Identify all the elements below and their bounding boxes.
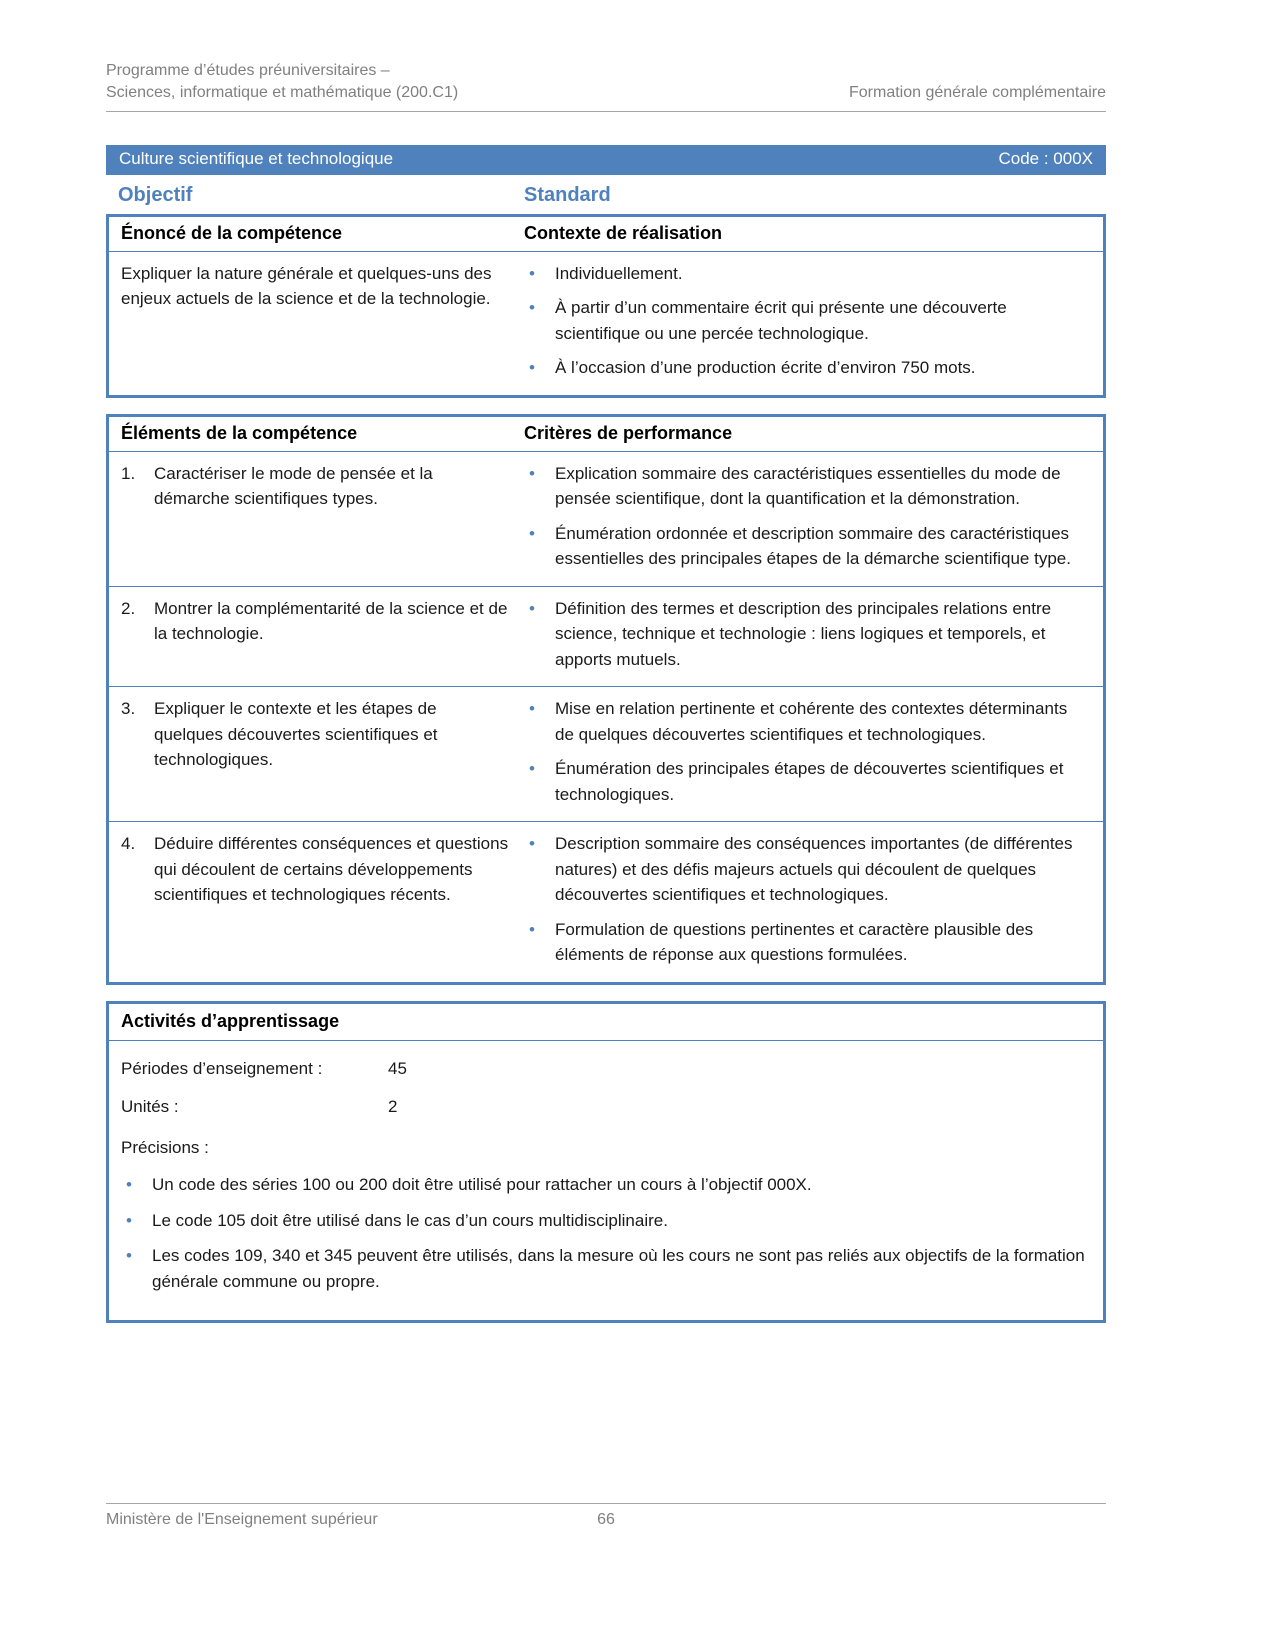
bullet-text: Le code 105 doit être utilisé dans le cas d’un cours multidisciplinaire. — [152, 1210, 668, 1230]
bullet-text: Définition des termes et description des principales relations entre science, technique et technologie : liens logiques et temporels, et apports mutuels. — [555, 598, 1052, 669]
element-cell — [109, 822, 524, 982]
list-item — [121, 1243, 1089, 1294]
activities-header: Activités d’apprentissage — [109, 1004, 1103, 1041]
contexte-bullet-list — [524, 252, 1103, 395]
bullet-icon: • — [529, 834, 535, 854]
item-text: Caractériser le mode de pensée et la démarche scientifiques types. — [154, 463, 433, 509]
bullet-icon: • — [126, 1175, 132, 1195]
page-content — [106, 0, 1106, 1323]
list-item — [524, 756, 1089, 807]
units-row — [121, 1094, 1089, 1120]
units-label: Unités : — [121, 1097, 179, 1117]
table-row — [109, 686, 1103, 821]
bullet-icon: • — [126, 1210, 132, 1230]
contexte-realisation-header: Contexte de réalisation — [524, 222, 723, 243]
bullet-text: Description sommaire des conséquences importantes (de différentes natures) et des défis majeurs actuels qui découlent de quelques découvertes scientifiques et technologiques. — [555, 834, 1073, 905]
footer-ministry: Ministère de l'Enseignement supérieur — [106, 1511, 378, 1528]
numbered-item — [121, 831, 510, 908]
list-item — [524, 831, 1089, 908]
elements-table — [106, 414, 1106, 985]
list-item — [524, 355, 1089, 381]
list-item — [524, 295, 1089, 346]
item-number: 1. — [121, 463, 136, 483]
precisions-label: Précisions : — [121, 1137, 209, 1157]
course-title: Culture scientifique et technologique — [119, 149, 394, 169]
bullet-text: Individuellement. — [555, 263, 683, 283]
bullet-icon: • — [529, 263, 535, 283]
header-section-label: Formation générale complémentaire — [848, 84, 1106, 102]
elements-competence-header: Éléments de la compétence — [121, 422, 358, 443]
table-row — [109, 821, 1103, 982]
bullet-icon: • — [529, 759, 535, 779]
element-cell — [109, 687, 524, 821]
elements-table-header — [109, 417, 1103, 452]
bullet-text: À partir d’un commentaire écrit qui présente une découverte scientifique ou une percée technologique. — [555, 298, 1007, 343]
page-header — [106, 0, 1106, 112]
list-item — [524, 596, 1089, 673]
bullet-text: Un code des séries 100 ou 200 doit être utilisé pour rattacher un cours à l’objectif 000X. — [152, 1175, 812, 1195]
bullet-text: Formulation de questions pertinentes et caractère plausible des éléments de réponse aux questions formulées. — [555, 919, 1034, 965]
list-item — [524, 521, 1089, 572]
bullet-icon: • — [529, 523, 535, 543]
bullet-icon: • — [529, 598, 535, 618]
bullet-icon: • — [529, 699, 535, 719]
bullet-text: À l’occasion d’une production écrite d’environ 750 mots. — [555, 358, 976, 378]
bullet-text: Énumération ordonnée et description sommaire des caractéristiques essentielles des principales étapes de la démarche scientifique type. — [555, 523, 1071, 569]
page-footer — [106, 1503, 1106, 1529]
header-program-line1: Programme d’études préuniversitaires – — [106, 62, 390, 79]
item-text: Montrer la complémentarité de la science et de la technologie. — [154, 598, 508, 644]
enonce-competence-header: Énoncé de la compétence — [121, 222, 343, 243]
list-item — [524, 696, 1089, 747]
numbered-item — [121, 596, 510, 647]
units-value: 2 — [388, 1097, 398, 1117]
numbered-item — [121, 696, 510, 773]
list-item — [524, 261, 1089, 287]
precisions-bullet-list — [121, 1172, 1089, 1294]
numbered-item — [121, 461, 510, 512]
competence-table-header — [109, 217, 1103, 252]
item-number: 2. — [121, 598, 136, 618]
periods-value: 45 — [388, 1058, 407, 1078]
header-program-title — [106, 60, 458, 104]
periods-row — [121, 1056, 1089, 1082]
criteria-bullet-list — [524, 822, 1103, 982]
competence-row — [109, 252, 1103, 395]
list-item — [121, 1208, 1089, 1234]
criteria-bullet-list — [524, 687, 1103, 821]
competence-table — [106, 214, 1106, 398]
course-title-bar — [106, 145, 1106, 174]
periods-label: Périodes d’enseignement : — [121, 1058, 323, 1078]
activities-body — [109, 1041, 1103, 1321]
bullet-text: Explication sommaire des caractéristiques essentielles du mode de pensée scientifique, dont la quantification et la démonstration. — [555, 463, 1061, 509]
competence-statement: Expliquer la nature générale et quelques-uns des enjeux actuels de la science et de la technologie. — [121, 263, 492, 309]
footer-page-number: 66 — [597, 1511, 615, 1528]
bullet-text: Mise en relation pertinente et cohérente des contextes déterminants de quelques découvertes scientifiques et technologiques. — [555, 699, 1068, 744]
bullet-icon: • — [529, 463, 535, 483]
bullet-text: Les codes 109, 340 et 345 peuvent être utilisés, dans la mesure où les cours ne sont pas reliés aux objectifs de la formation générale commune ou propre. — [152, 1246, 1085, 1291]
list-item — [524, 461, 1089, 512]
criteres-performance-header: Critères de performance — [524, 422, 733, 443]
standard-heading: Standard — [524, 183, 611, 206]
criteria-bullet-list — [524, 452, 1103, 586]
footer-spacer — [615, 1511, 1106, 1529]
item-text: Déduire différentes conséquences et questions qui découlent de certains développements scientifiques et technologiques récents. — [154, 834, 509, 905]
activities-table — [106, 1001, 1106, 1324]
table-row — [109, 586, 1103, 687]
criteria-bullet-list — [524, 587, 1103, 687]
bullet-text: Énumération des principales étapes de découvertes scientifiques et technologiques. — [555, 759, 1064, 804]
item-number: 4. — [121, 834, 136, 854]
header-program-line2: Sciences, informatique et mathématique (200.C1) — [106, 84, 459, 102]
objectif-heading: Objectif — [118, 183, 193, 206]
item-number: 3. — [121, 699, 136, 719]
bullet-icon: • — [126, 1246, 132, 1266]
element-cell — [109, 452, 524, 586]
table-row — [109, 452, 1103, 586]
element-cell — [109, 587, 524, 687]
bullet-icon: • — [529, 358, 535, 378]
bullet-icon: • — [529, 298, 535, 318]
column-headings — [106, 175, 1106, 214]
item-text: Expliquer le contexte et les étapes de quelques découvertes scientifiques et technologiques. — [154, 699, 438, 770]
list-item — [121, 1172, 1089, 1198]
course-code: Code : 000X — [998, 149, 1093, 169]
bullet-icon: • — [529, 919, 535, 939]
list-item — [524, 917, 1089, 968]
